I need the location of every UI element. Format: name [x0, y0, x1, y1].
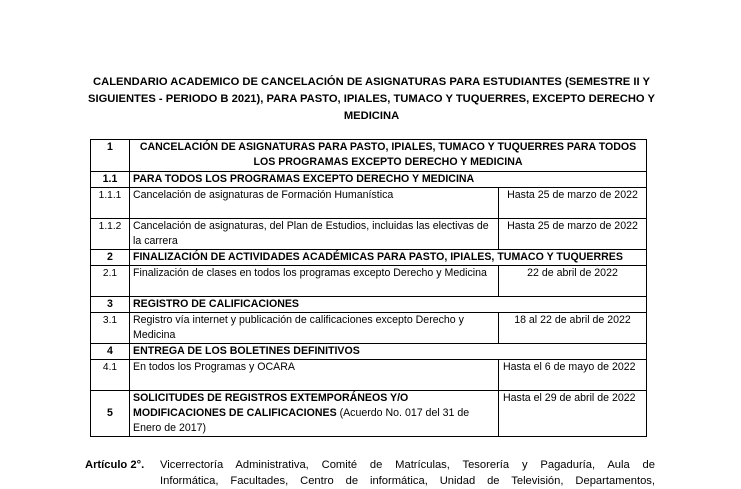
row-number: 3.1 [91, 313, 130, 344]
table-row [91, 344, 647, 360]
row-number: 2.1 [91, 266, 130, 297]
row-date: Hasta el 29 de abril de 2022 [499, 391, 647, 437]
row-heading: ENTREGA DE LOS BOLETINES DEFINITIVOS [130, 344, 647, 360]
document-title [85, 74, 658, 125]
article-label: Artículo 2°. [85, 459, 145, 471]
row-number: 1.1 [91, 172, 130, 188]
row-heading: PARA TODOS LOS PROGRAMAS EXCEPTO DERECHO Y MEDICINA [130, 172, 647, 188]
row-number: 4 [91, 344, 130, 360]
row-number: 3 [91, 297, 130, 313]
row-number: 1.1.1 [91, 188, 130, 219]
table-row [91, 313, 647, 344]
row-heading: CANCELACIÓN DE ASIGNATURAS PARA PASTO, IPIALES, TUMACO Y TUQUERRES PARA TODOS LOS PROGRAMAS EXCEPTO DERECHO Y MEDICINA [130, 140, 647, 172]
row-date: Hasta 25 de marzo de 2022 [499, 219, 647, 250]
table-row [91, 266, 647, 297]
title-line: CALENDARIO ACADEMICO DE CANCELACIÓN DE ASIGNATURAS PARA ESTUDIANTES (SEMESTRE II Y [93, 76, 650, 88]
title-line: SIGUIENTES - PERIODO B 2021), PARA PASTO, IPIALES, TUMACO Y TUQUERRES, EXCEPTO DERECHO Y [88, 93, 655, 105]
table-row [91, 297, 647, 313]
calendar-table [90, 139, 647, 437]
row-description [130, 391, 499, 437]
row-date: Hasta el 6 de mayo de 2022 [499, 360, 647, 391]
article-line-1 [85, 457, 655, 473]
row-description: Cancelación de asignaturas, del Plan de Estudios, incluidas las electivas de la carrera [130, 219, 499, 250]
table-row [91, 250, 647, 266]
article-paragraph [85, 457, 655, 489]
table-row [91, 172, 647, 188]
row-description: En todos los Programas y OCARA [130, 360, 499, 391]
row-number: 5 [91, 391, 130, 437]
row-heading: FINALIZACIÓN DE ACTIVIDADES ACADÉMICAS PARA PASTO, IPIALES, TUMACO Y TUQUERRES [130, 250, 647, 266]
row-number: 1 [91, 140, 130, 172]
table-row [91, 219, 647, 250]
table-row [91, 140, 647, 172]
article-text: Informática, Facultades, Centro de informática, Unidad de Televisión, Departamentos, [160, 475, 655, 487]
row-number: 2 [91, 250, 130, 266]
article-text: Vicerrectoría Administrativa, Comité de Matrículas, Tesorería y Pagaduría, Aula de [160, 459, 655, 471]
row-description-bold: SOLICITUDES DE REGISTROS EXTEMPORÁNEOS Y/O MODIFICACIONES DE CALIFICACIONES [133, 392, 409, 419]
title-line: MEDICINA [343, 110, 400, 122]
row-heading: REGISTRO DE CALIFICACIONES [130, 297, 647, 313]
row-description: Cancelación de asignaturas de Formación Humanística [130, 188, 499, 219]
row-date: Hasta 25 de marzo de 2022 [499, 188, 647, 219]
table-row [91, 360, 647, 391]
row-number: 1.1.2 [91, 219, 130, 250]
row-description: Registro vía internet y publicación de calificaciones excepto Derecho y Medicina [130, 313, 499, 344]
table-row [91, 391, 647, 437]
row-date: 22 de abril de 2022 [499, 266, 647, 297]
row-description: Finalización de clases en todos los programas excepto Derecho y Medicina [130, 266, 499, 297]
row-date: 18 al 22 de abril de 2022 [499, 313, 647, 344]
table-row [91, 188, 647, 219]
row-description-note: (Acuerdo No. 017 del 31 de Enero de 2017) [133, 407, 470, 434]
row-number: 4.1 [91, 360, 130, 391]
